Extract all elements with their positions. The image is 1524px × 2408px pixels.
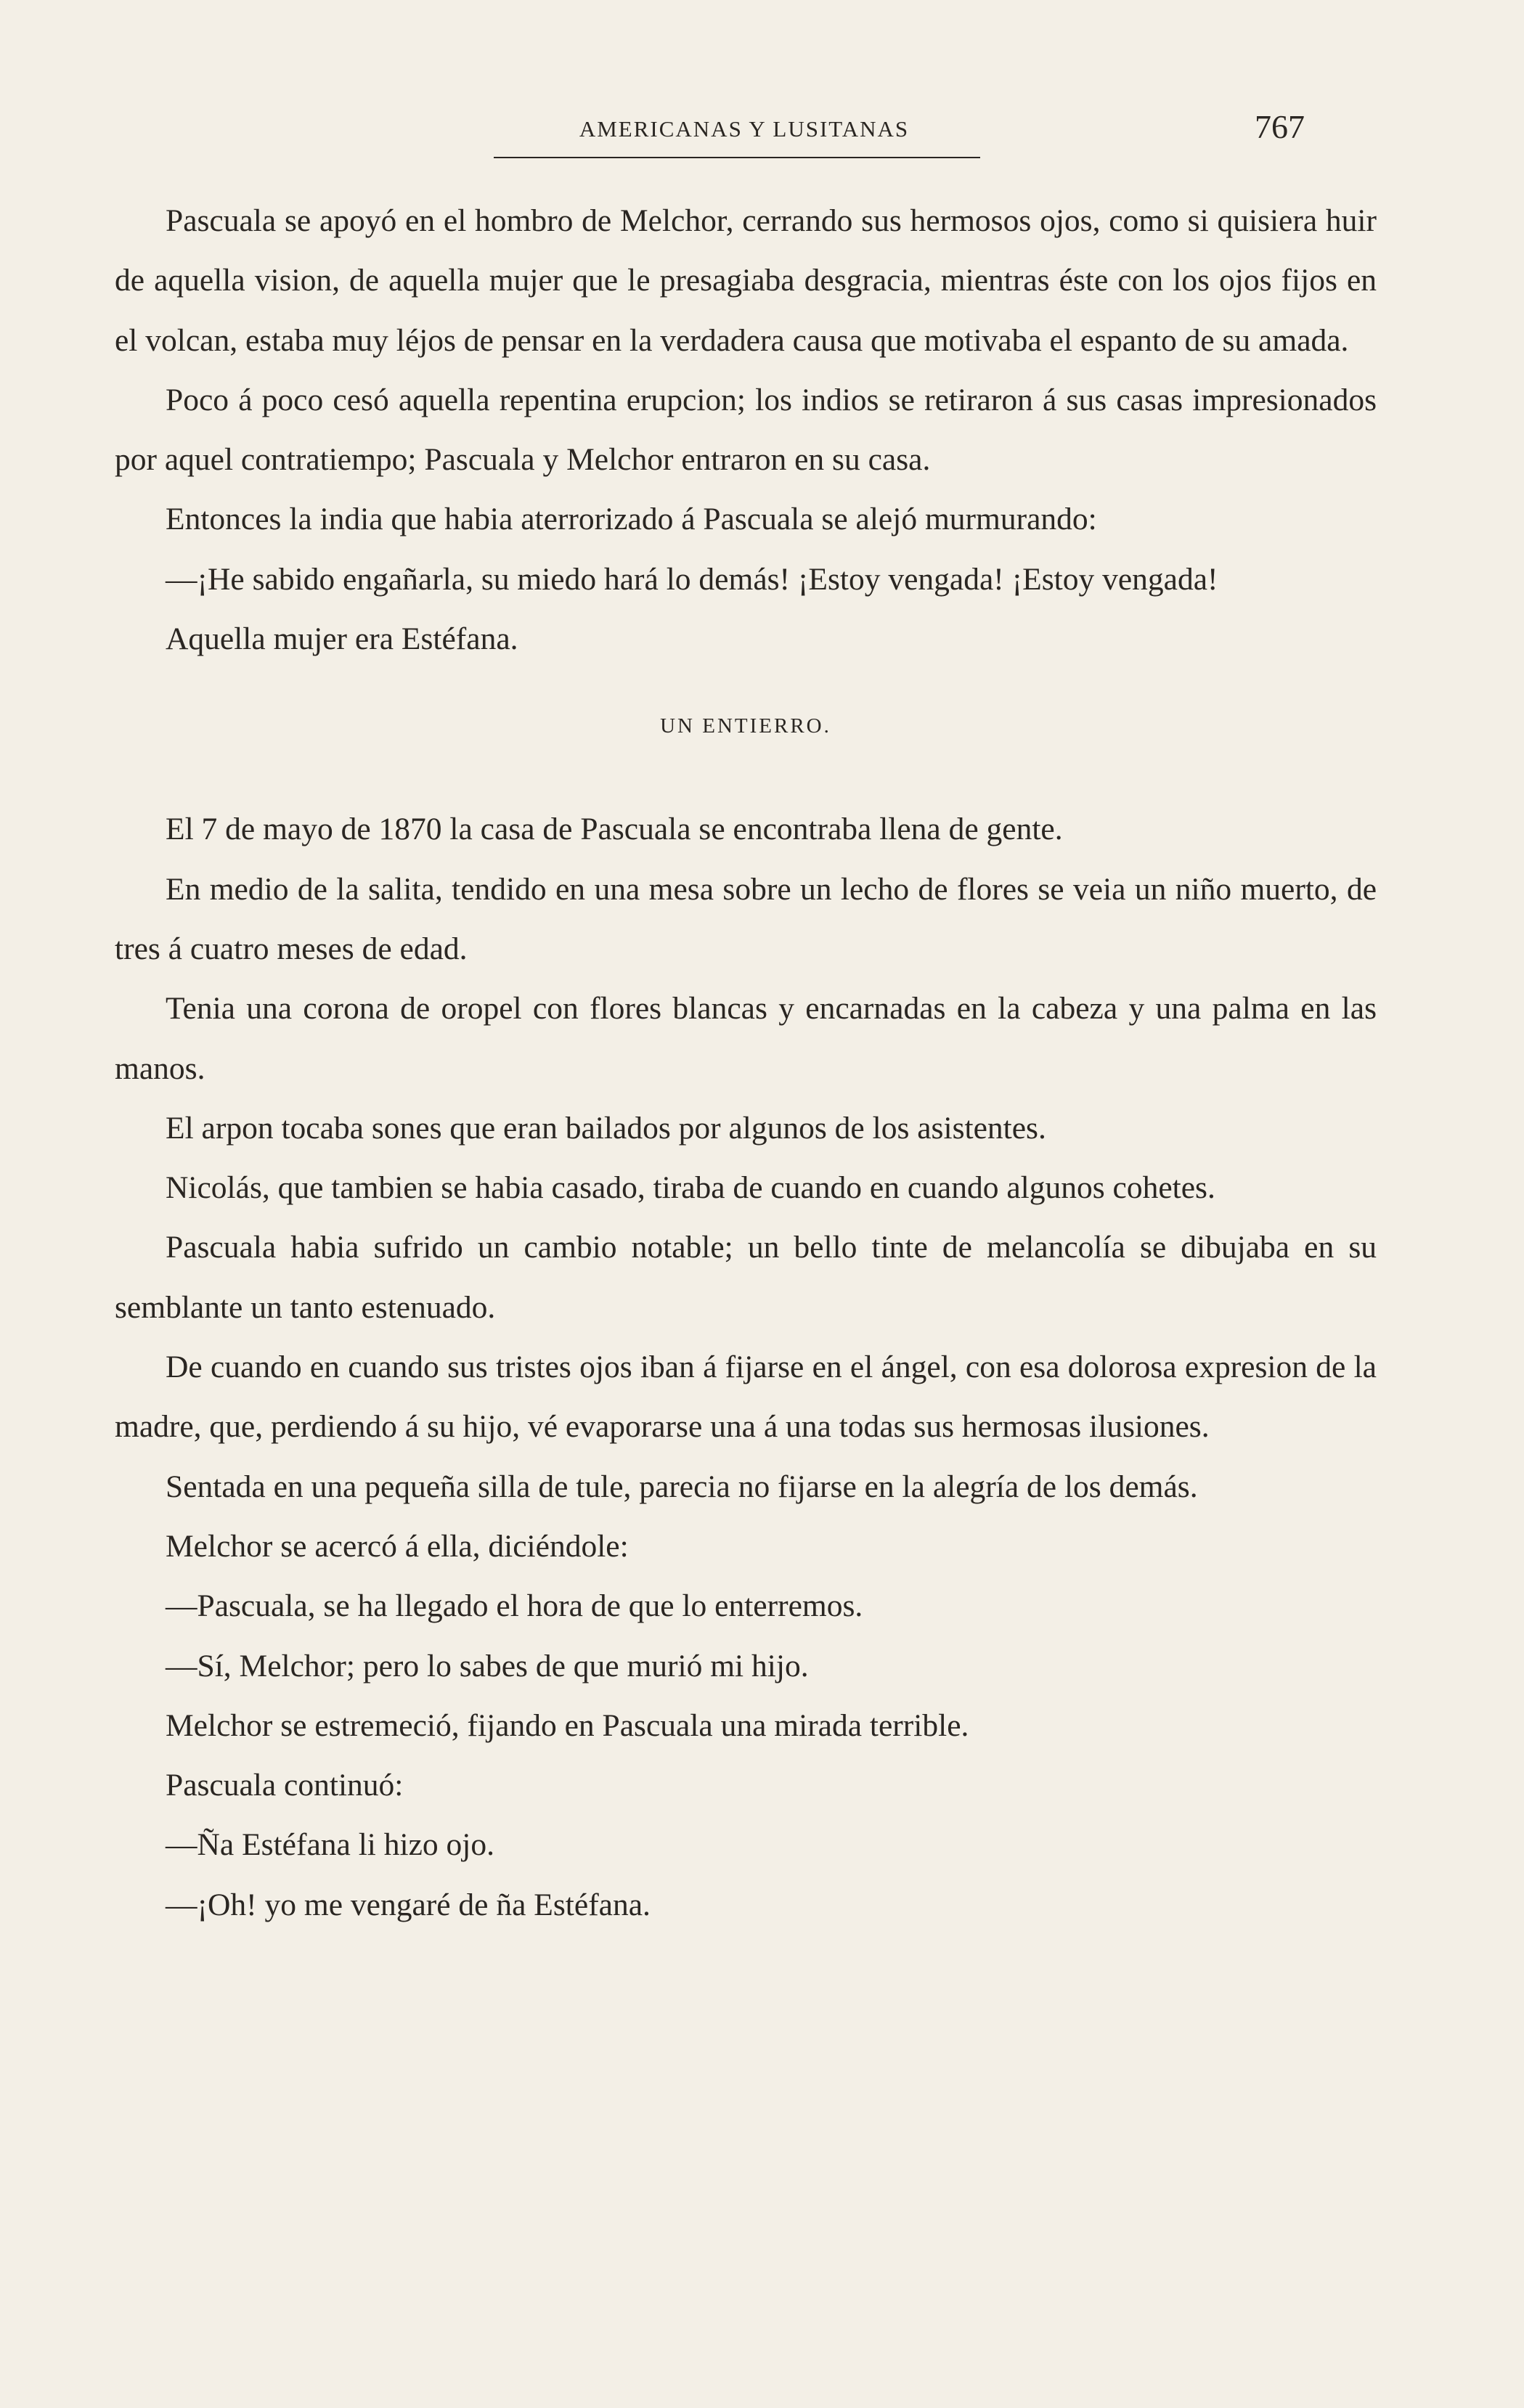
paragraph: Poco á poco cesó aquella repentina erupcion; los indios se retiraron á sus casas impresionados por aquel contratiempo; Pascuala y Melchor entraron en su casa. [115, 382, 1377, 478]
paragraph: Pascuala continuó: [166, 1768, 404, 1803]
paragraph: Entonces la india que habia aterrorizado á Pascuala se alejó murmurando: [166, 502, 1097, 537]
paragraph: —¡Oh! yo me vengaré de ña Estéfana. [166, 1887, 651, 1922]
paragraph: Aquella mujer era Estéfana. [166, 621, 518, 657]
paragraph: Nicolás, que tambien se habia casado, tiraba de cuando en cuando algunos cohetes. [166, 1170, 1215, 1206]
paragraph: Sentada en una pequeña silla de tule, parecia no fijarse en la alegría de los demás. [166, 1469, 1198, 1504]
paragraph: —Pascuala, se ha llegado el hora de que lo enterremos. [166, 1588, 863, 1624]
paragraph: Pascuala se apoyó en el hombro de Melchor, cerrando sus hermosos ojos, como si quisiera huir de aquella vision, de aquella mujer que le presagiaba desgracia, mientras éste con los ojos fijos en el volcan, estaba muy léjos de pensar en la verdadera causa que motivaba el espanto de su amada. [115, 203, 1377, 358]
running-head: AMERICANAS Y LUSITANAS [579, 116, 910, 142]
paragraph: —Sí, Melchor; pero lo sabes de que murió mi hijo. [166, 1648, 809, 1683]
paragraph: Melchor se acercó á ella, diciéndole: [166, 1528, 629, 1564]
paragraph: Melchor se estremeció, fijando en Pascuala una mirada terrible. [166, 1707, 969, 1743]
paragraph: Tenia una corona de oropel con flores blancas y encarnadas en la cabeza y una palma en las manos. [115, 991, 1377, 1086]
section-title: UN ENTIERRO. [660, 714, 831, 738]
paragraph: El arpon tocaba sones que eran bailados por algunos de los asistentes. [166, 1110, 1046, 1146]
paragraph: —¡He sabido engañarla, su miedo hará lo demás! ¡Estoy vengada! ¡Estoy vengada! [166, 561, 1218, 597]
body-text [115, 191, 1377, 1935]
page-number: 767 [1255, 108, 1305, 145]
header-rule [494, 157, 980, 158]
paragraph: De cuando en cuando sus tristes ojos iban á fijarse en el ángel, con esa dolorosa expresion de la madre, que, perdiendo á su hijo, vé evaporarse una á una todas sus hermosas ilusiones. [115, 1350, 1377, 1445]
paragraph: —Ña Estéfana li hizo ojo. [166, 1827, 494, 1863]
paragraph: El 7 de mayo de 1870 la casa de Pascuala se encontraba llena de gente. [166, 812, 1063, 847]
paragraph: Pascuala habia sufrido un cambio notable; un bello tinte de melancolía se dibujaba en su semblante un tanto estenuado. [115, 1230, 1377, 1325]
paragraph: En medio de la salita, tendido en una mesa sobre un lecho de flores se veia un niño muerto, de tres á cuatro meses de edad. [115, 871, 1377, 966]
